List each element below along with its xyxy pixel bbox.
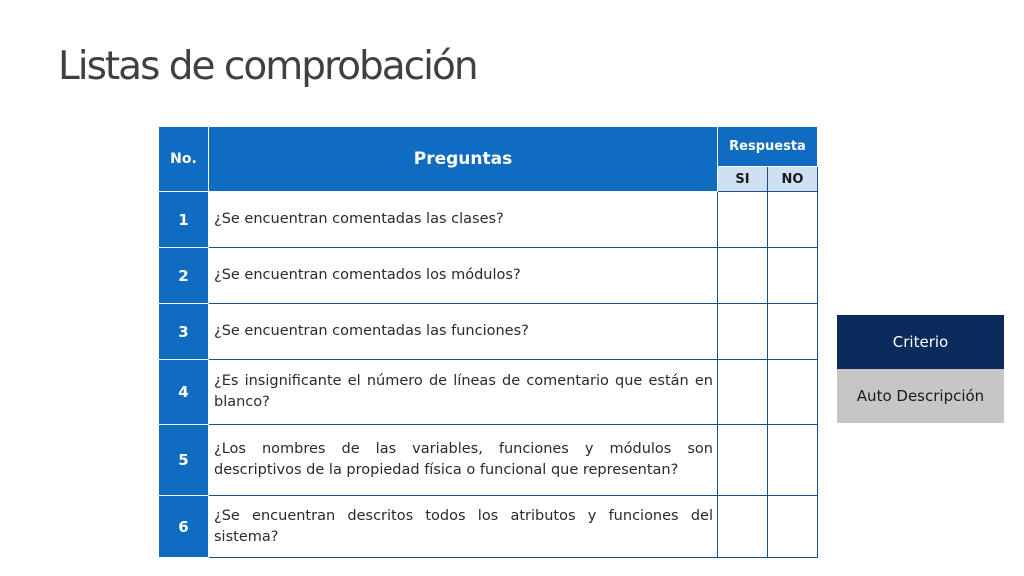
checklist-table — [158, 126, 818, 558]
header-no-answer: NO — [768, 167, 818, 192]
table-row — [159, 192, 818, 248]
table-row — [159, 425, 818, 496]
row-question: ¿Los nombres de las variables, funciones y módulos son descriptivos de la propiedad física o funcional que representan? — [209, 425, 718, 496]
row-question: ¿Se encuentran comentadas las funciones? — [209, 304, 718, 360]
answer-si-cell[interactable] — [718, 192, 768, 248]
answer-no-cell[interactable] — [768, 304, 818, 360]
answer-no-cell[interactable] — [768, 360, 818, 425]
table-row — [159, 304, 818, 360]
answer-si-cell[interactable] — [718, 496, 768, 558]
answer-no-cell[interactable] — [768, 425, 818, 496]
row-question: ¿Se encuentran descritos todos los atributos y funciones del sistema? — [209, 496, 718, 558]
slide-title: Listas de comprobación — [58, 44, 477, 89]
header-no: No. — [159, 127, 209, 192]
auto-descripcion-label: Auto Descripción — [837, 369, 1004, 423]
row-number: 1 — [159, 192, 209, 248]
answer-si-cell[interactable] — [718, 248, 768, 304]
header-si: SI — [718, 167, 768, 192]
answer-si-cell[interactable] — [718, 425, 768, 496]
row-question: ¿Se encuentran comentadas las clases? — [209, 192, 718, 248]
table-row — [159, 248, 818, 304]
answer-no-cell[interactable] — [768, 248, 818, 304]
row-number: 6 — [159, 496, 209, 558]
row-number: 2 — [159, 248, 209, 304]
row-number: 3 — [159, 304, 209, 360]
table-row — [159, 360, 818, 425]
header-respuesta: Respuesta — [718, 127, 818, 167]
answer-no-cell[interactable] — [768, 192, 818, 248]
table-row — [159, 496, 818, 558]
header-row — [159, 127, 818, 167]
answer-no-cell[interactable] — [768, 496, 818, 558]
row-number: 4 — [159, 360, 209, 425]
row-question: ¿Se encuentran comentados los módulos? — [209, 248, 718, 304]
criterio-label: Criterio — [837, 315, 1004, 369]
row-number: 5 — [159, 425, 209, 496]
header-preguntas: Preguntas — [209, 127, 718, 192]
row-question: ¿Es insignificante el número de líneas de comentario que están en blanco? — [209, 360, 718, 425]
answer-si-cell[interactable] — [718, 304, 768, 360]
answer-si-cell[interactable] — [718, 360, 768, 425]
